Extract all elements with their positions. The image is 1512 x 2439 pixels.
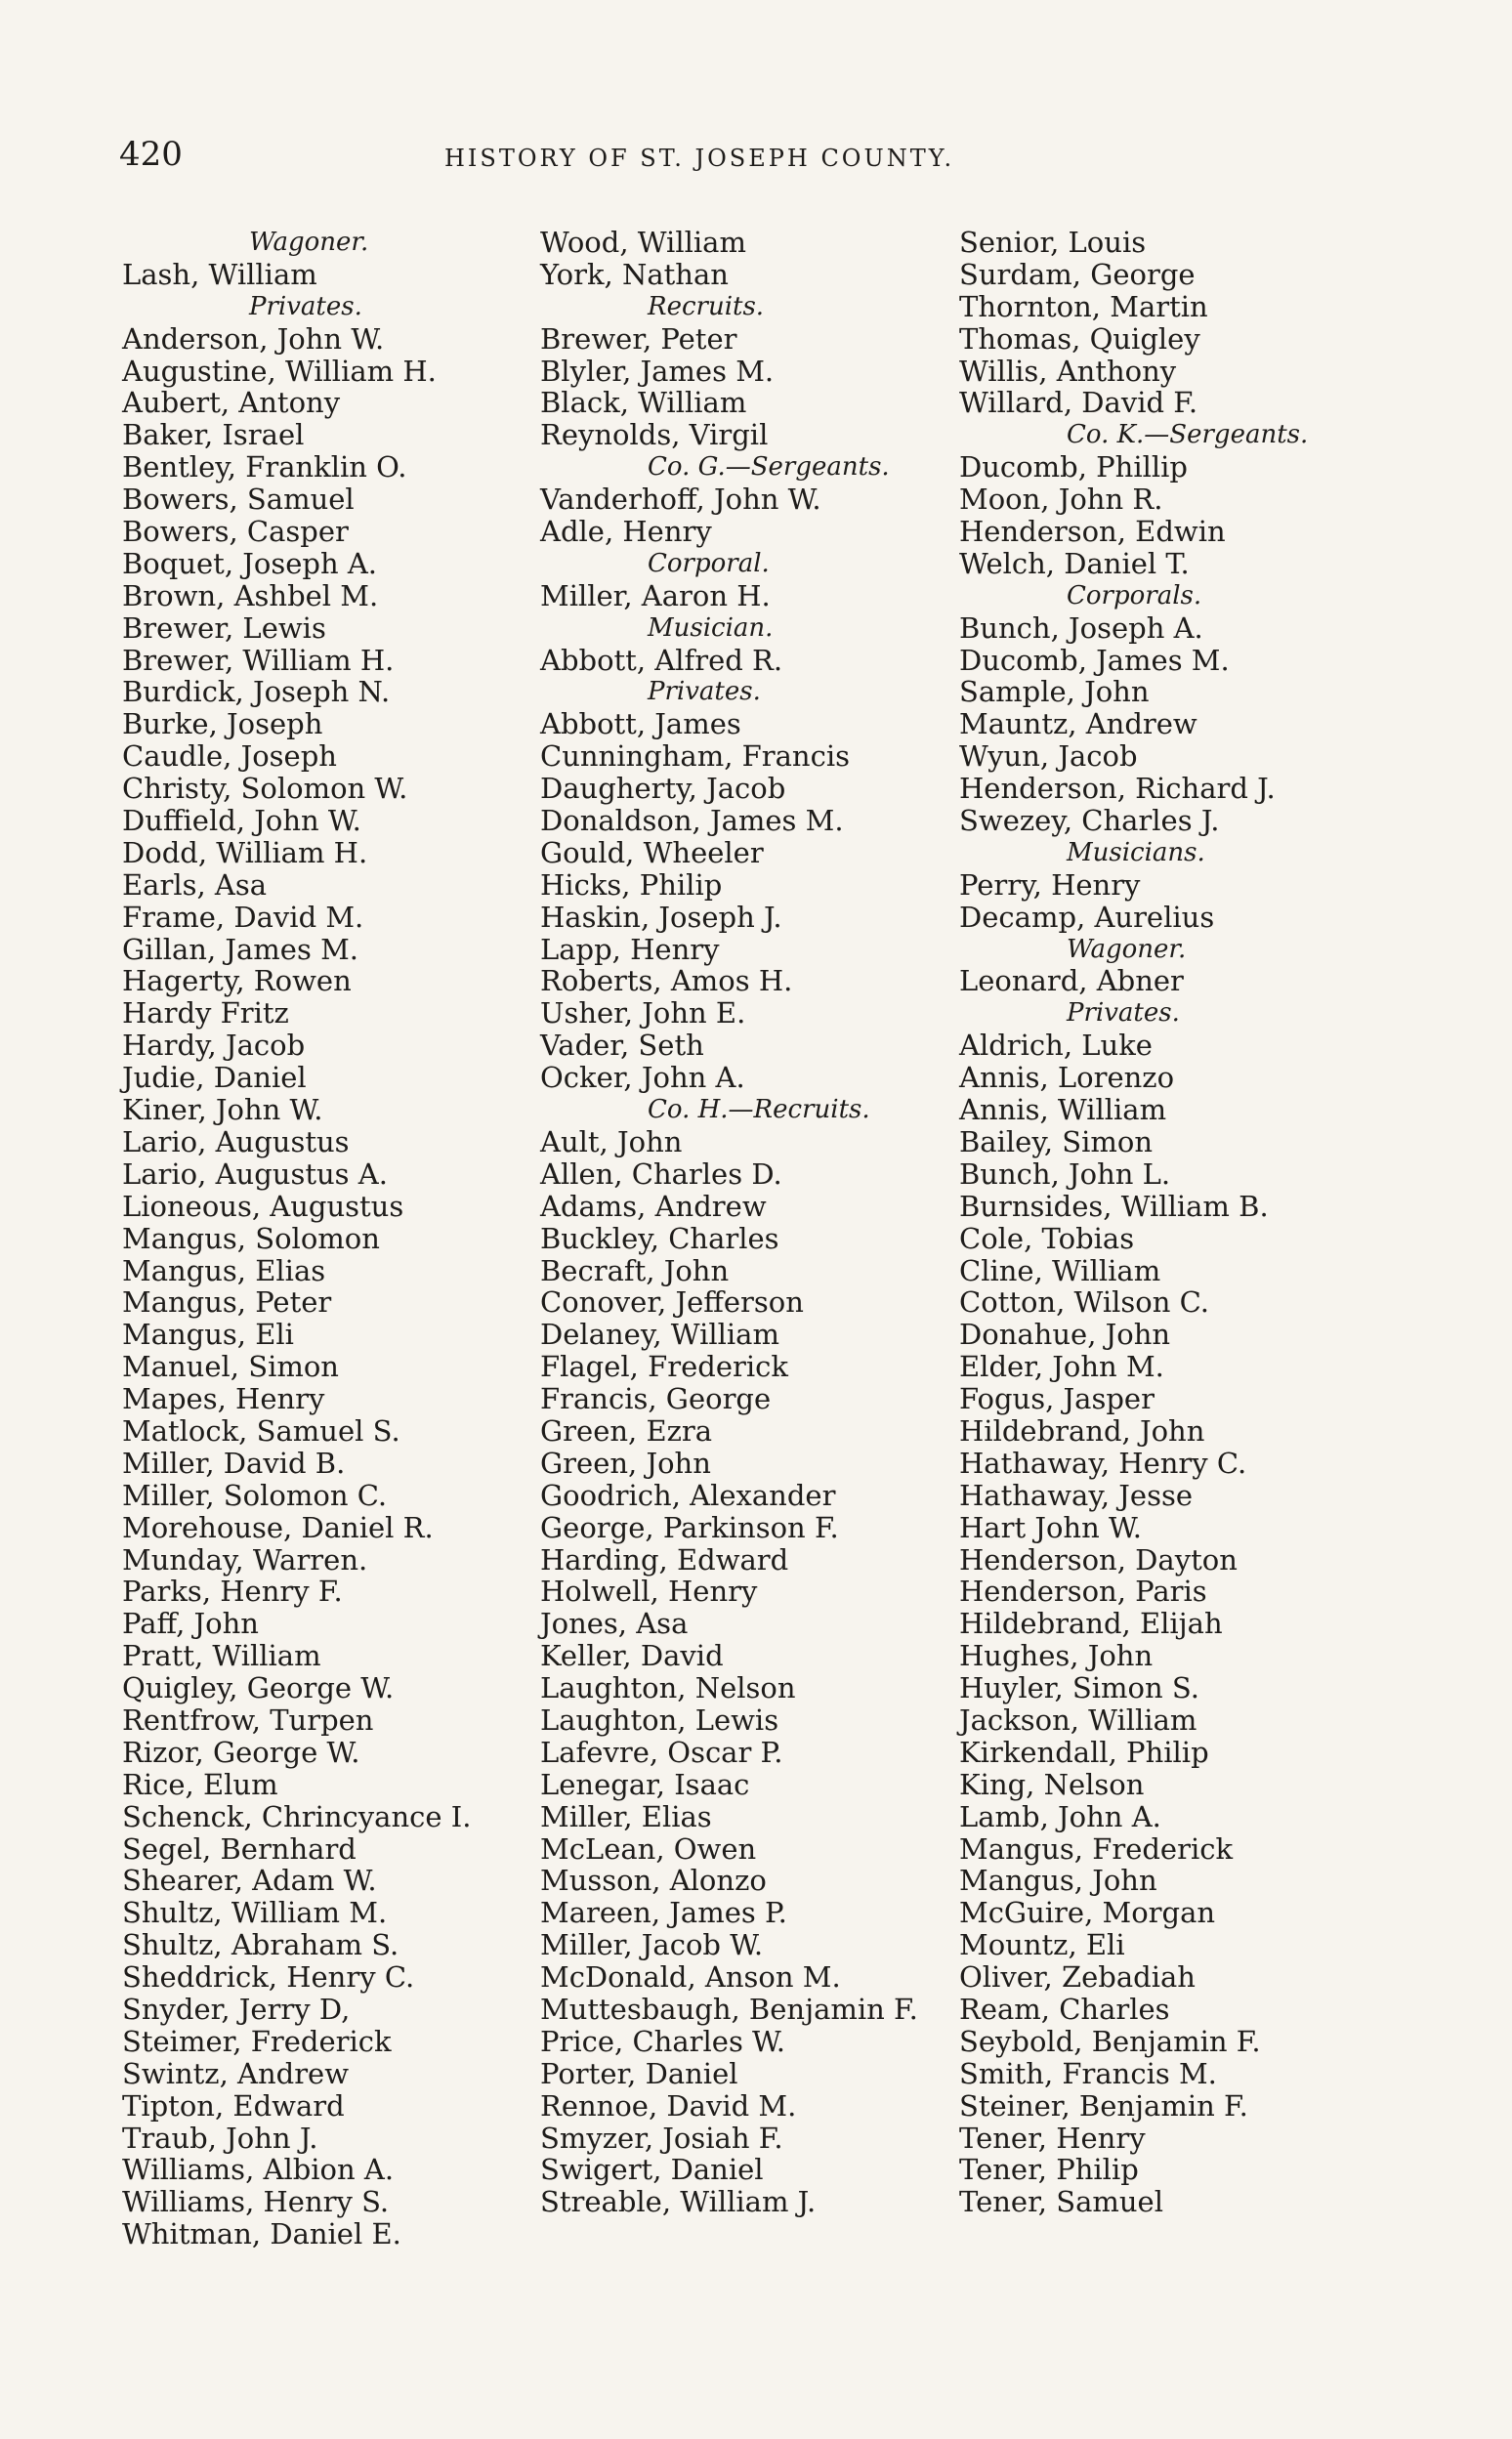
roster-name: Miller, Solomon C. [122, 1478, 388, 1512]
roster-name: Henderson, Richard J. [959, 772, 1276, 806]
roster-name: Hagerty, Rowen [122, 964, 352, 998]
roster-name: Bunch, John L. [959, 1156, 1171, 1191]
roster-name: Tener, Samuel [959, 2185, 1163, 2219]
roster-name: Christy, Solomon W. [122, 772, 408, 806]
roster-name: Shultz, Abraham S. [122, 1928, 399, 1962]
roster-name: Bowers, Casper [122, 515, 349, 549]
roster-name: Anderson, John W. [122, 321, 385, 356]
roster-name: Mareen, James P. [540, 1896, 787, 1930]
roster-name: Mangus, Eli [122, 1318, 294, 1352]
roster-name: Rice, Elum [122, 1767, 278, 1801]
roster-name: Green, John [540, 1446, 711, 1480]
roster-name: Miller, Jacob W. [540, 1928, 764, 1962]
roster-name: Muttesbaugh, Benjamin F. [540, 1992, 918, 2026]
section-heading: Corporal. [648, 548, 770, 578]
roster-name: Sheddrick, Henry C. [122, 1960, 415, 1995]
roster-name: Keller, David [540, 1639, 724, 1673]
roster-name: Morehouse, Daniel R. [122, 1510, 434, 1544]
roster-name: Surdam, George [959, 257, 1196, 291]
roster-name: Caudle, Joseph [122, 739, 337, 774]
roster-name: George, Parkinson F. [540, 1510, 839, 1544]
roster-name: Hildebrand, Elijah [959, 1607, 1223, 1641]
roster-name: Schenck, Chrincyance I. [122, 1799, 472, 1833]
roster-name: Willis, Anthony [959, 354, 1177, 388]
roster-name: Swigert, Daniel [540, 2153, 764, 2187]
roster-name: York, Nathan [540, 257, 729, 291]
roster-name: Shearer, Adam W. [122, 1864, 377, 1898]
roster-name: Lafevre, Oscar P. [540, 1735, 783, 1769]
roster-name: Roberts, Amos H. [540, 964, 793, 998]
roster-name: Boquet, Joseph A. [122, 546, 378, 580]
roster-name: Miller, Elias [540, 1799, 712, 1833]
roster-name: Lario, Augustus [122, 1124, 350, 1158]
roster-name: Oliver, Zebadiah [959, 1960, 1196, 1995]
roster-name: Snyder, Jerry D, [122, 1992, 351, 2026]
section-heading: Co. H.—Recruits. [648, 1095, 870, 1125]
roster-name: Ream, Charles [959, 1992, 1170, 2026]
roster-name: Cunningham, Francis [540, 739, 850, 774]
roster-name: Brewer, William H. [122, 643, 395, 677]
roster-name: Gould, Wheeler [540, 835, 764, 869]
roster-name: Tener, Philip [959, 2153, 1139, 2187]
roster-name: Lash, William [122, 257, 317, 291]
roster-name: Steimer, Frederick [122, 2024, 392, 2058]
roster-name: Delaney, William [540, 1318, 779, 1352]
section-heading: Recruits. [648, 291, 765, 321]
roster-name: Ault, John [540, 1124, 683, 1158]
roster-name: Laughton, Lewis [540, 1703, 779, 1737]
roster-name: Steiner, Benjamin F. [959, 2088, 1248, 2123]
section-heading: Privates. [1067, 998, 1180, 1029]
roster-name: Miller, David B. [122, 1446, 346, 1480]
roster-name: Sample, John [959, 675, 1150, 709]
roster-name: Hart John W. [959, 1510, 1142, 1544]
roster-name: Mangus, Elias [122, 1253, 326, 1287]
roster-name: Laughton, Nelson [540, 1671, 796, 1705]
roster-name: Parks, Henry F. [122, 1575, 343, 1609]
roster-name: Abbott, Alfred R. [540, 643, 783, 677]
roster-name: Shultz, William M. [122, 1896, 388, 1930]
roster-name: Burnsides, William B. [959, 1189, 1269, 1223]
roster-name: Ducomb, James M. [959, 643, 1230, 677]
roster-name: Brewer, Lewis [122, 610, 326, 645]
roster-name: Welch, Daniel T. [959, 546, 1190, 580]
roster-name: Tipton, Edward [122, 2088, 345, 2123]
roster-name: Annis, William [959, 1093, 1167, 1127]
roster-name: Mapes, Henry [122, 1382, 325, 1416]
roster-name: Fogus, Jasper [959, 1382, 1155, 1416]
roster-name: Hardy Fritz [122, 996, 289, 1030]
roster-name: Adle, Henry [540, 515, 712, 549]
roster-name: Baker, Israel [122, 418, 305, 452]
roster-name: Blyler, James M. [540, 354, 775, 388]
roster-name: Haskin, Joseph J. [540, 900, 782, 934]
roster-name: Duffield, John W. [122, 804, 361, 838]
page-number: 420 [119, 135, 183, 174]
section-heading: Wagoner. [1067, 934, 1187, 964]
roster-name: Hildebrand, John [959, 1413, 1205, 1448]
roster-name: Porter, Daniel [540, 2056, 738, 2090]
roster-name: Brewer, Peter [540, 321, 737, 356]
roster-name: Lapp, Henry [540, 932, 720, 966]
roster-name: Thomas, Quigley [959, 321, 1200, 356]
roster-name: Lamb, John A. [959, 1799, 1161, 1833]
roster-name: Black, William [540, 386, 747, 420]
roster-name: King, Nelson [959, 1767, 1145, 1801]
roster-name: Hicks, Philip [540, 867, 723, 902]
roster-name: Judie, Daniel [122, 1061, 307, 1095]
roster-name: Willard, David F. [959, 386, 1198, 420]
roster-name: Mauntz, Andrew [959, 707, 1197, 741]
roster-name: Cotton, Wilson C. [959, 1285, 1209, 1320]
roster-name: Wood, William [540, 226, 746, 259]
roster-name: Vader, Seth [540, 1029, 704, 1063]
roster-name: Whitman, Daniel E. [122, 2217, 401, 2251]
roster-name: Donaldson, James M. [540, 804, 844, 838]
roster-name: Buckley, Charles [540, 1221, 779, 1255]
roster-name: Ducomb, Phillip [959, 450, 1188, 484]
roster-name: McDonald, Anson M. [540, 1960, 841, 1995]
roster-name: Tener, Henry [959, 2121, 1146, 2155]
roster-name: Daugherty, Jacob [540, 772, 786, 806]
roster-name: Smyzer, Josiah F. [540, 2121, 783, 2155]
roster-name: Lioneous, Augustus [122, 1189, 404, 1223]
roster-name: Brown, Ashbel M. [122, 578, 379, 612]
roster-name: Matlock, Samuel S. [122, 1413, 400, 1448]
roster-column-1 [122, 227, 542, 2250]
roster-name: Green, Ezra [540, 1413, 713, 1448]
roster-name: Bunch, Joseph A. [959, 610, 1203, 645]
roster-name: Abbott, James [540, 707, 741, 741]
section-heading: Musicians. [1067, 837, 1205, 867]
section-heading: Co. K.—Sergeants. [1067, 420, 1309, 450]
roster-name: Usher, John E. [540, 996, 746, 1030]
roster-name: Mangus, Solomon [122, 1221, 380, 1255]
roster-name: Becraft, John [540, 1253, 730, 1287]
roster-name: Williams, Henry S. [122, 2185, 390, 2219]
roster-name: Pratt, William [122, 1639, 321, 1673]
roster-name: Moon, John R. [959, 483, 1163, 517]
roster-name: Earls, Asa [122, 867, 268, 902]
roster-name: Adams, Andrew [540, 1189, 767, 1223]
roster-name: Allen, Charles D. [540, 1156, 782, 1191]
roster-name: Manuel, Simon [122, 1350, 339, 1384]
roster-name: Perry, Henry [959, 867, 1141, 902]
roster-name: Henderson, Paris [959, 1575, 1207, 1609]
roster-name: Traub, John J. [122, 2121, 318, 2155]
roster-name: Mangus, Peter [122, 1285, 332, 1320]
roster-name: Henderson, Dayton [959, 1542, 1238, 1577]
roster-name: McLean, Owen [540, 1831, 757, 1866]
roster-name: Aldrich, Luke [959, 1029, 1153, 1063]
roster-name: Wyun, Jacob [959, 739, 1138, 774]
roster-name: Gillan, James M. [122, 932, 358, 966]
roster-name: Seybold, Benjamin F. [959, 2024, 1261, 2058]
roster-name: Swintz, Andrew [122, 2056, 350, 2090]
roster-name: Smith, Francis M. [959, 2056, 1217, 2090]
roster-name: Bowers, Samuel [122, 483, 355, 517]
roster-name: Senior, Louis [959, 226, 1147, 259]
roster-name: Munday, Warren. [122, 1542, 368, 1577]
roster-name: Mountz, Eli [959, 1928, 1125, 1962]
roster-name: Hardy, Jacob [122, 1029, 306, 1063]
roster-name: Lario, Augustus A. [122, 1156, 388, 1191]
roster-name: Kirkendall, Philip [959, 1735, 1209, 1769]
roster-column-3 [959, 227, 1379, 2218]
roster-name: Price, Charles W. [540, 2024, 786, 2058]
roster-name: Conover, Jefferson [540, 1285, 804, 1320]
roster-name: Jones, Asa [540, 1607, 689, 1641]
roster-name: Rentfrow, Turpen [122, 1703, 374, 1737]
section-heading: Privates. [249, 291, 362, 321]
roster-name: Cole, Tobias [959, 1221, 1135, 1255]
roster-name: Miller, Aaron H. [540, 578, 771, 612]
roster-name: Musson, Alonzo [540, 1864, 767, 1898]
roster-name: Paff, John [122, 1607, 259, 1641]
roster-name: Mangus, Frederick [959, 1831, 1234, 1866]
roster-name: Holwell, Henry [540, 1575, 758, 1609]
roster-name: Harding, Edward [540, 1542, 789, 1577]
roster-name: Dodd, William H. [122, 835, 368, 869]
roster-name: Leonard, Abner [959, 964, 1184, 998]
roster-name: Vanderhoff, John W. [540, 483, 821, 517]
roster-name: Streable, William J. [540, 2185, 817, 2219]
roster-name: Goodrich, Alexander [540, 1478, 836, 1512]
roster-name: Frame, David M. [122, 900, 364, 934]
roster-name: Jackson, William [959, 1703, 1197, 1737]
roster-name: Swezey, Charles J. [959, 804, 1220, 838]
roster-name: Augustine, William H. [122, 354, 437, 388]
roster-name: Williams, Albion A. [122, 2153, 395, 2187]
roster-name: Ocker, John A. [540, 1061, 745, 1095]
roster-name: Burke, Joseph [122, 707, 323, 741]
roster-name: Hathaway, Jesse [959, 1478, 1193, 1512]
roster-name: Thornton, Martin [959, 289, 1208, 323]
roster-name: Hathaway, Henry C. [959, 1446, 1247, 1480]
section-heading: Privates. [648, 677, 761, 707]
running-title: HISTORY OF ST. JOSEPH COUNTY. [444, 145, 955, 172]
section-heading: Musician. [648, 612, 774, 643]
roster-name: Lenegar, Isaac [540, 1767, 750, 1801]
roster-name: Hughes, John [959, 1639, 1154, 1673]
roster-name: Decamp, Aurelius [959, 900, 1215, 934]
page-header [0, 135, 1512, 184]
roster-name: Mangus, John [959, 1864, 1157, 1898]
roster-name: McGuire, Morgan [959, 1896, 1216, 1930]
roster-name: Donahue, John [959, 1318, 1171, 1352]
roster-name: Flagel, Frederick [540, 1350, 788, 1384]
roster-name: Cline, William [959, 1253, 1161, 1287]
roster-name: Kiner, John W. [122, 1093, 323, 1127]
roster-name: Bentley, Franklin O. [122, 450, 407, 484]
roster-name: Rennoe, David M. [540, 2088, 797, 2123]
roster-name: Rizor, George W. [122, 1735, 360, 1769]
roster-name: Aubert, Antony [122, 386, 341, 420]
roster-name: Reynolds, Virgil [540, 418, 769, 452]
roster-name: Henderson, Edwin [959, 515, 1226, 549]
section-heading: Co. G.—Sergeants. [648, 452, 890, 483]
roster-name: Huyler, Simon S. [959, 1671, 1199, 1705]
roster-name: Francis, George [540, 1382, 772, 1416]
section-heading: Wagoner. [249, 228, 369, 257]
roster-name: Elder, John M. [959, 1350, 1164, 1384]
section-heading: Corporals. [1067, 580, 1202, 610]
roster-name: Burdick, Joseph N. [122, 675, 391, 709]
roster-name: Quigley, George W. [122, 1671, 395, 1705]
roster-name: Bailey, Simon [959, 1124, 1154, 1158]
roster-name: Annis, Lorenzo [959, 1061, 1175, 1095]
roster-name: Segel, Bernhard [122, 1831, 357, 1866]
roster-column-2 [540, 227, 960, 2218]
